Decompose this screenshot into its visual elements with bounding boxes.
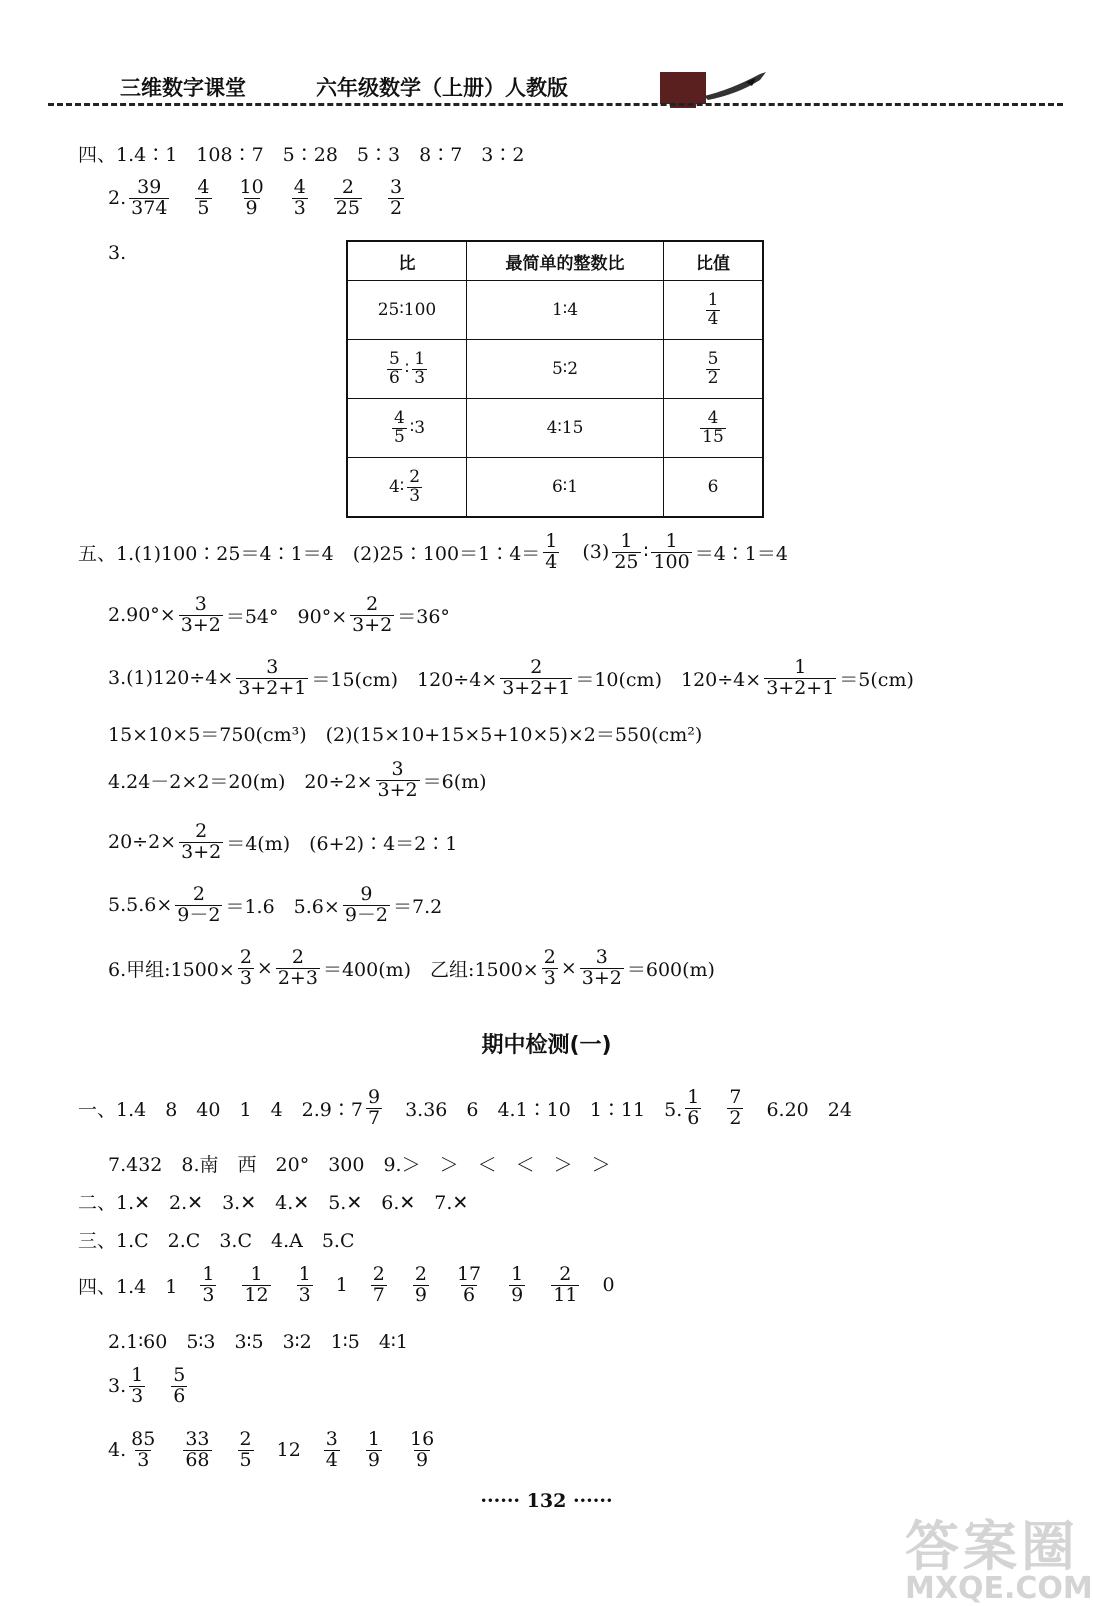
m1-line-2: 7.432 8.南 西 20° 300 9.＞ ＞ ＜ ＜ ＞ ＞: [108, 1154, 611, 1176]
s5-line-6: 20÷2× $\frac{2}{3+2}$ ＝4(m) (6+2)∶4＝2∶1: [108, 820, 458, 863]
s4-line-1: 四、1.4∶1 108∶7 5∶28 5∶3 8∶7 3∶2: [78, 144, 525, 166]
page-number: ······ 132 ······: [480, 1490, 613, 1512]
header-divider: [48, 103, 1063, 106]
s5-line-5: 4.24－2×2＝20(m) 20÷2× $\frac{3}{3+2}$ ＝6(m): [108, 758, 487, 801]
m1-line-8: 4. 85 3 33 68 2 5 12 3 4 1 9 16 9: [108, 1428, 435, 1471]
s5-line-7: 5.5.6× $\frac{2}{9-2}$ ＝1.6 5.6× $\frac{9}{9-2}$ ＝7.2: [108, 883, 443, 926]
s5-line-1: 五、1.(1)100∶25＝4∶1＝4 (2)25∶100＝1∶4＝ 1 4 (3) 1 25 ∶ 1 100 ＝4∶1＝4: [78, 530, 788, 573]
table-row: $\frac{4}{5}$ ∶3 4∶15 $\frac{4}{15}$: [347, 399, 763, 458]
m1-line-4: 三、1.C 2.C 3.C 4.A 5.C: [78, 1230, 355, 1252]
s5-line-8: 6.甲组:1500× $\frac{2}{3}$ × $\frac{2}{2+3}$ ＝400(m) 乙组:1500× $\frac{2}{3}$ × $\frac{3}{3+2}$ ＝600(m): [108, 946, 715, 989]
table-row: $\frac{5}{6}$ ∶ $\frac{1}{3}$ 5∶2 $\frac{5}{2}$: [347, 340, 763, 399]
header-subject: 六年级数学（上册）人教版: [316, 76, 568, 100]
s5-line-2: 2.90°× $\frac{3}{3+2}$ ＝54° 90°× $\frac{2}{3+2}$ ＝36°: [108, 593, 450, 636]
ratio-table: [346, 240, 764, 518]
m1-line-7: 3. 1 3 5 6: [108, 1364, 186, 1407]
header-book-title: 三维数字课堂: [120, 76, 246, 100]
fraction: 4 3: [293, 176, 306, 219]
col-header-ratio: 比: [347, 241, 467, 281]
fraction: 4 5: [197, 176, 210, 219]
s5-line-4: 15×10×5＝750(cm³) (2)(15×10+15×5+10×5)×2＝550(cm²): [108, 724, 703, 746]
m1-line-1: 一、1.4 8 40 1 4 2.9∶7 9 7 3.36 6 4.1∶10 1∶11 5. 1 6 7 2 6.20 24: [78, 1086, 852, 1129]
col-header-simplest: 最简单的整数比: [467, 241, 664, 281]
fraction: 3 2: [389, 176, 403, 219]
table-row: 25∶100 1∶4 $\frac{1}{4}$: [347, 281, 763, 340]
watermark: 答案圈 MXQE.COM: [905, 1515, 1093, 1606]
fraction: 2 25: [335, 176, 360, 219]
fraction: 39 374: [131, 176, 168, 219]
m1-line-5: 四、1.4 1 1 3 1 12 1 3 1 2 7 2 9 17 6 1 9 2 11 0: [78, 1263, 615, 1306]
s5-line-3: 3.(1)120÷4× $\frac{3}{3+2+1}$ ＝15(cm) 120÷4× $\frac{2}{3+2+1}$ ＝10(cm) 120÷4× $\frac{1}{3+2+1}$ ＝5(cm): [108, 656, 914, 699]
m1-line-6: 2.1∶60 5∶3 3∶5 3∶2 1∶5 4∶1: [108, 1331, 408, 1353]
col-header-value: 比值: [664, 241, 764, 281]
s4-line-3: 3.: [108, 242, 127, 264]
section-title-midterm: 期中检测(一): [481, 1033, 612, 1058]
table-row: 4∶ $\frac{2}{3}$ 6∶1 6: [347, 458, 763, 518]
m1-line-3: 二、1.✕ 2.✕ 3.✕ 4.✕ 5.✕ 6.✕ 7.✕: [78, 1192, 469, 1214]
fraction: 10 9: [239, 176, 264, 219]
s4-line-2: 2. 39 374 4 5 10 9 4 3 2 25 3 2: [108, 176, 403, 219]
table-header-row: [347, 241, 763, 281]
